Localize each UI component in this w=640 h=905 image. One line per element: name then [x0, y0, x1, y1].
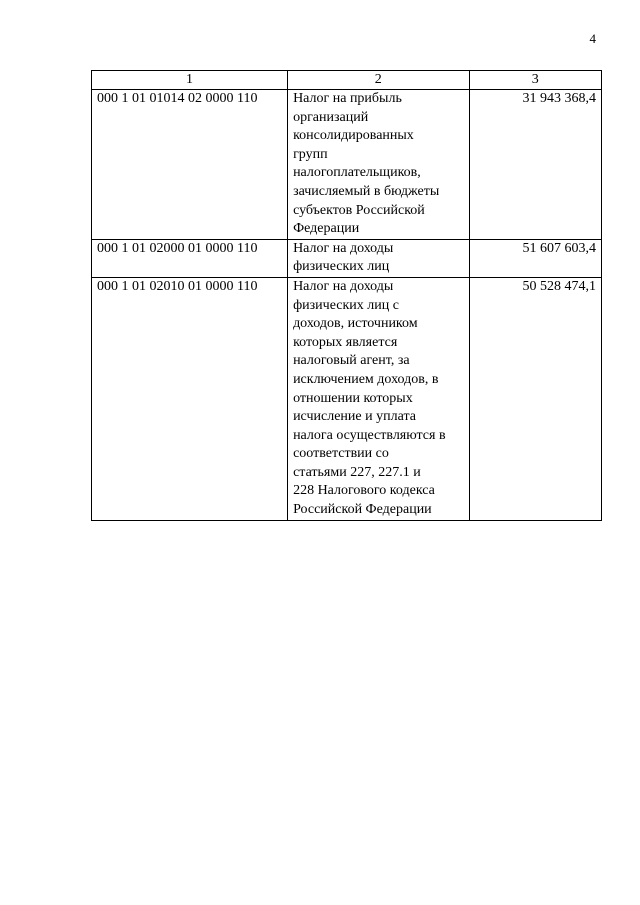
- page-number: 4: [589, 31, 596, 46]
- budget-classification-code: 000 1 01 01014 02 0000 110: [92, 90, 288, 240]
- revenue-name: Налог на доходы физических лиц с доходов, источником которых является налоговый агент, за исключением доходов, в отношении которых исчисление и уплата налога осуществляются в соответствии со статьями 227, 227.1 и 228 Налогового кодекса Российской Федерации: [288, 277, 469, 520]
- revenue-name: Налог на доходы физических лиц: [288, 239, 469, 277]
- budget-classification-code: 000 1 01 02000 01 0000 110: [92, 239, 288, 277]
- table-row: [92, 239, 602, 277]
- revenue-name: Налог на прибыль организаций консолидированных групп налогоплательщиков, зачисляемый в бюджеты субъектов Российской Федерации: [288, 90, 469, 240]
- budget-classification-code: 000 1 01 02010 01 0000 110: [92, 277, 288, 520]
- budget-revenue-table: [91, 70, 602, 521]
- table-row: [92, 277, 602, 520]
- column-header-code: 1: [92, 71, 288, 90]
- table-header-row: [92, 71, 602, 90]
- table-row: [92, 90, 602, 240]
- column-header-amount: 3: [469, 71, 601, 90]
- revenue-amount: 51 607 603,4: [469, 239, 601, 277]
- revenue-amount: 31 943 368,4: [469, 90, 601, 240]
- revenue-amount: 50 528 474,1: [469, 277, 601, 520]
- column-header-name: 2: [288, 71, 469, 90]
